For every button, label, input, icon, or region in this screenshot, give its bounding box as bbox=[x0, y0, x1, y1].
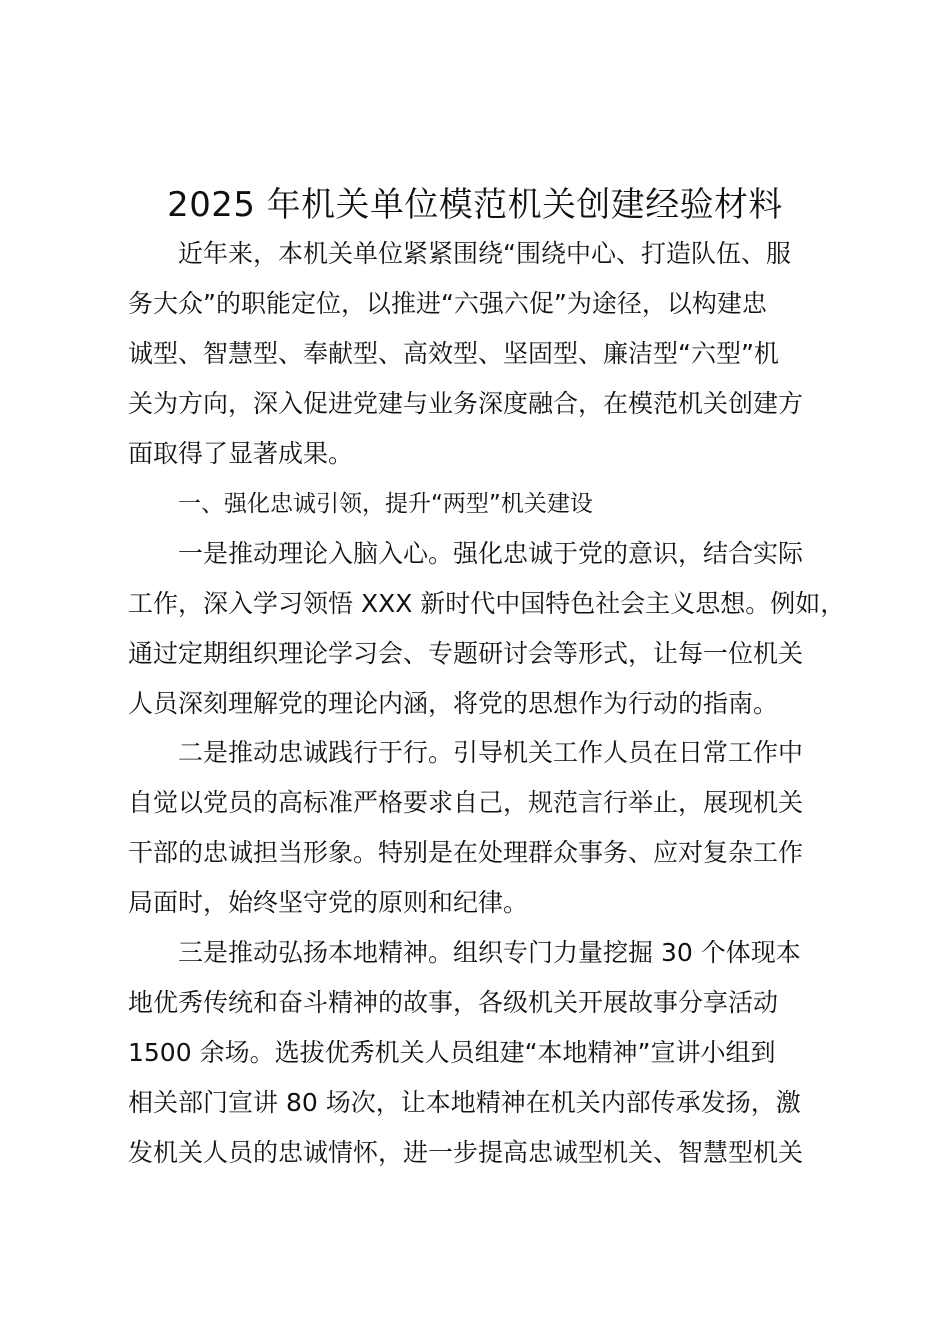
intro-line-5: 面取得了显著成果。 bbox=[128, 439, 354, 468]
para1-line-2: 工作，深入学习领悟 XXX 新时代中国特色社会主义思想。例如， bbox=[128, 589, 846, 618]
intro-line-1: 近年来，本机关单位紧紧围绕“围绕中心、打造队伍、服 bbox=[178, 239, 791, 268]
para2-line-2: 自觉以党员的高标准严格要求自己，规范言行举止，展现机关 bbox=[128, 788, 804, 817]
para2-line-3: 干部的忠诚担当形象。特别是在处理群众事务、应对复杂工作 bbox=[128, 838, 804, 867]
para3-line-1: 三是推动弘扬本地精神。组织专门力量挖掘 30 个体现本 bbox=[178, 938, 801, 967]
para2-line-1: 二是推动忠诚践行于行。引导机关工作人员在日常工作中 bbox=[178, 738, 804, 767]
section-heading: 一、强化忠诚引领，提升“两型”机关建设 bbox=[178, 491, 593, 517]
para1-line-4: 人员深刻理解党的理论内涵，将党的思想作为行动的指南。 bbox=[128, 689, 779, 718]
para3-line-5: 发机关人员的忠诚情怀，进一步提高忠诚型机关、智慧型机关 bbox=[128, 1138, 804, 1167]
intro-line-4: 关为方向，深入促进党建与业务深度融合，在模范机关创建方 bbox=[128, 389, 804, 418]
document-title: 2025 年机关单位模范机关创建经验材料 bbox=[167, 185, 783, 224]
para1-line-1: 一是推动理论入脑入心。强化忠诚于党的意识，结合实际 bbox=[178, 539, 804, 568]
para2-line-4: 局面时，始终坚守党的原则和纪律。 bbox=[128, 888, 529, 917]
intro-line-3: 诚型、智慧型、奉献型、高效型、坚固型、廉洁型“六型”机 bbox=[128, 339, 779, 368]
para3-line-4: 相关部门宣讲 80 场次，让本地精神在机关内部传承发扬，激 bbox=[128, 1088, 801, 1117]
para3-line-2: 地优秀传统和奋斗精神的故事，各级机关开展故事分享活动 bbox=[128, 988, 779, 1017]
para1-line-3: 通过定期组织理论学习会、专题研讨会等形式，让每一位机关 bbox=[128, 639, 804, 668]
intro-line-2: 务大众”的职能定位，以推进“六强六促”为途径，以构建忠 bbox=[128, 289, 767, 318]
para3-line-3: 1500 余场。选拔优秀机关人员组建“本地精神”宣讲小组到 bbox=[128, 1038, 776, 1067]
